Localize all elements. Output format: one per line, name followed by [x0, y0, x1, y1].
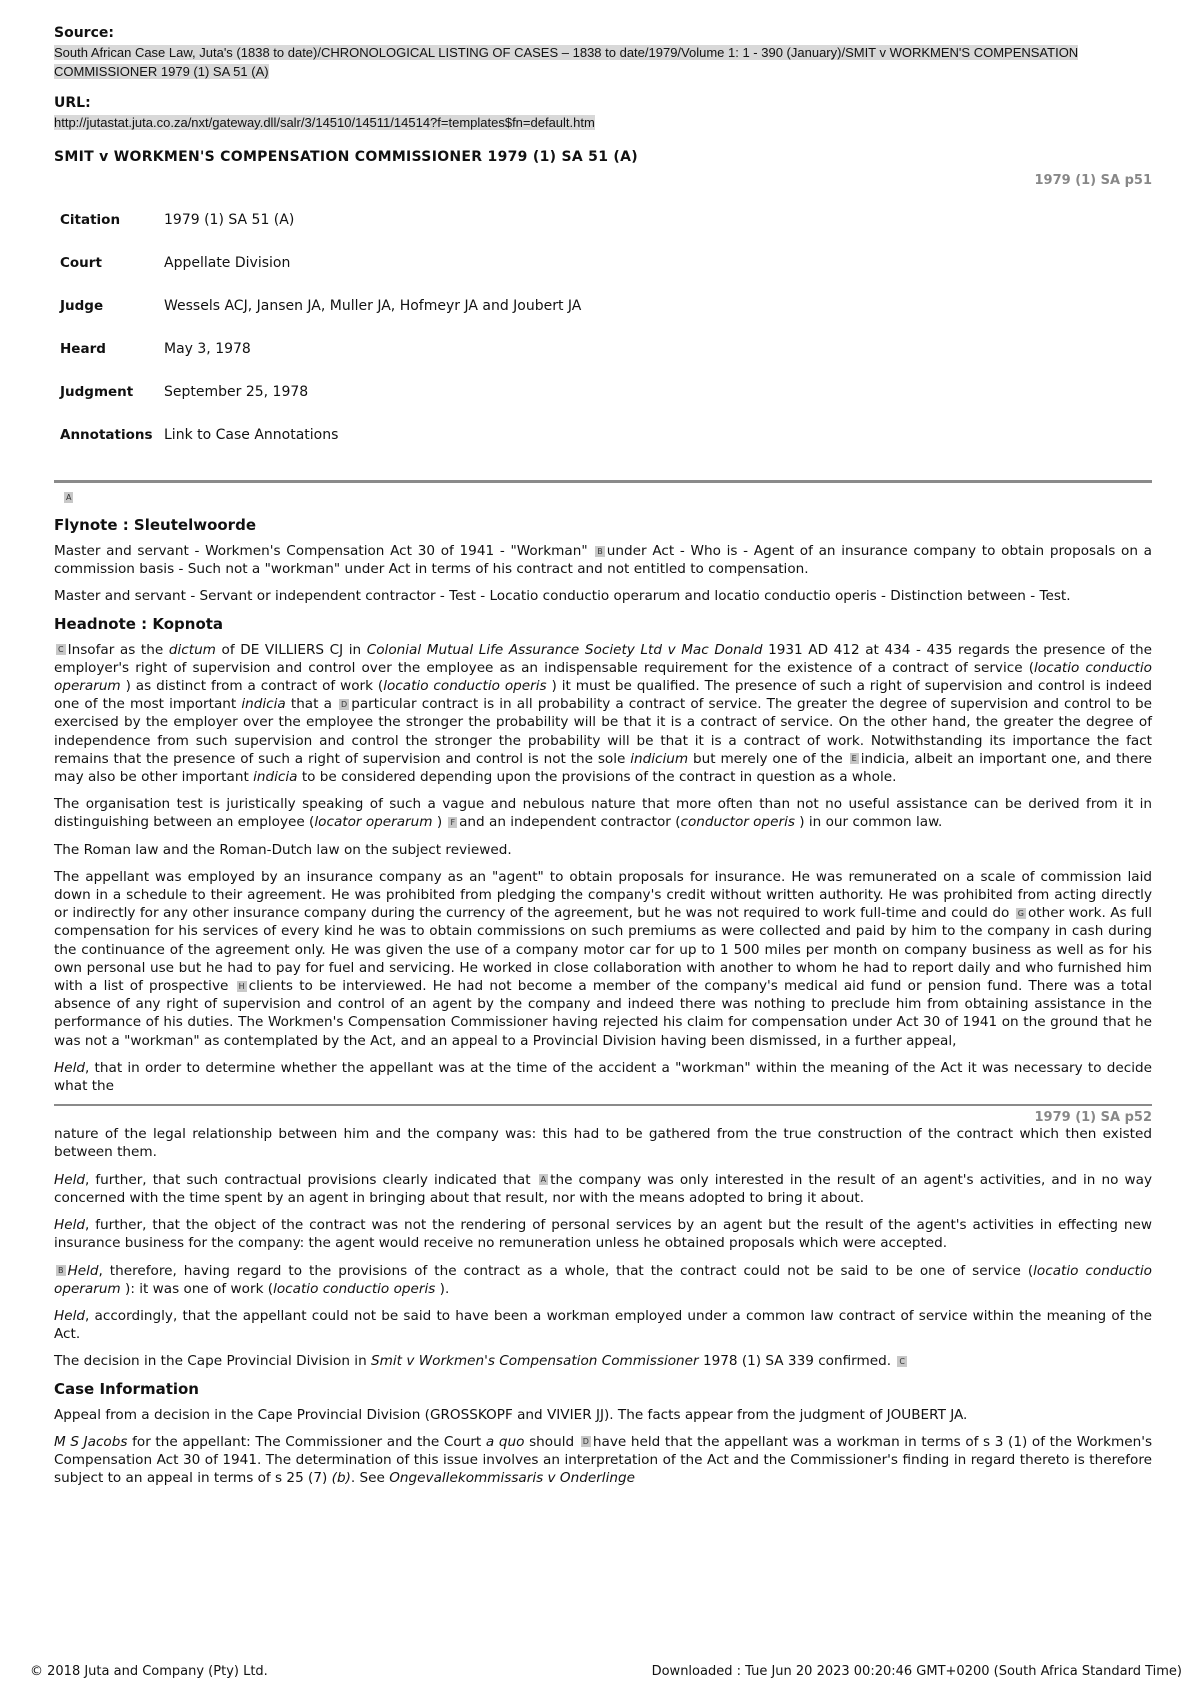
text: other work. As full compensation for his services of every kind he was to obtain commissions on such premiums as were collected and paid by him to the company in cash during the continuance of the agreement only. He was given the use of a company motor car for up to 1 500 miles per month on company business as well as for his own personal use but he had to pay for fuel and servicing. He worked in close collaboration with another to whom he had to report daily and who furnished him with a list of prospective [54, 905, 1152, 995]
margin-marker-h: H [238, 981, 245, 991]
text: a quo [485, 1433, 525, 1450]
text: have held that the appellant was a workman in terms of s 3 (1) of the Workmen's Compensation Act 30 of 1941. The determination of this issue involves an interpretation of the Act and the Commissioner's finding in regard thereto is therefore subject to an appeal in terms of s 25 (7) [54, 1433, 1153, 1487]
text: , further, that the object of the contract was not the rendering of personal services by an agent but the result of the agent's activities in effecting new insurance business for the company: the agent would receive no remuneration unless he obtained proposals which were accepted. [54, 1217, 1152, 1252]
citation-label: Citation [60, 212, 121, 228]
margin-marker-e: E [851, 754, 857, 764]
margin-marker-g: G [1017, 908, 1024, 918]
judge-value: Wessels ACJ, Jansen JA, Muller JA, Hofmeyr JA and Joubert JA [164, 298, 582, 314]
case-information-heading: Case Information [54, 1379, 199, 1398]
copyright-footer: © 2018 Juta and Company (Pty) Ltd. [30, 1664, 268, 1679]
judgment-value: September 25, 1978 [164, 384, 309, 400]
margin-marker-c: C [58, 645, 64, 655]
text: The decision in the Cape Provincial Division in [54, 1353, 367, 1370]
text: indicia [241, 696, 286, 713]
text: locator operarum [314, 814, 433, 831]
text: to be considered depending upon the provisions of the contract in question as a whole. [301, 769, 897, 786]
text: ). [439, 1280, 450, 1297]
court-label: Court [60, 255, 102, 271]
text: Insofar as the [67, 641, 164, 658]
text: locatio conductio operis [383, 678, 547, 695]
flynote-heading: Flynote : Sleutelwoorde [54, 516, 256, 534]
judge-label: Judge [60, 298, 104, 314]
headnote-paragraph: nature of the legal relationship between him and the company was: this had to be gathered from the true construction of the contract which then existed between them. [54, 1126, 1152, 1161]
text: 1931 AD 412 at 434 - 435 regards the presence of the employer's right of supervision and control over the employee as an indispensable requirement for the existence of a contract of service ( [54, 641, 1153, 676]
case-title: SMIT v WORKMEN'S COMPENSATION COMMISSIONER 1979 (1) SA 51 (A) [54, 149, 638, 165]
text: Colonial Mutual Life Assurance Society Ltd v Mac Donald [366, 641, 763, 658]
meta-row-heard [60, 341, 581, 384]
headnote-paragraph [54, 1262, 1152, 1298]
text: ): it was one of work ( [125, 1280, 274, 1297]
meta-row-annotations [60, 427, 581, 470]
text: Held [67, 1262, 99, 1279]
margin-marker-f: F [450, 817, 456, 827]
text: locatio conductio operarum [54, 1262, 1152, 1297]
text: clients to be interviewed. He had not become a member of the company's medical aid fund or pension fund. There was a total absence of any right of supervision and control of an agent by the company and indeed there was nothing to preclude him from obtaining assistance in the performance of his duties. The Workmen's Compensation Commissioner having rejected his claim for compensation under Act 30 of 1941 on the ground that he was not a "workman" as contemplated by the Act, and an appeal to a Provincial Division having been dismissed, in a further appeal, [54, 978, 1152, 1049]
page-reference: 1979 (1) SA p51 [1034, 173, 1152, 188]
text: Held [54, 1307, 85, 1324]
document-page [54, 24, 1152, 1496]
margin-marker-b: B [597, 546, 603, 556]
text: , accordingly, that the appellant could not be said to have been a workman employed under a common law contract of service within the meaning of the Act. [54, 1307, 1152, 1343]
headnote-paragraph [54, 868, 1152, 1050]
headnote-heading: Headnote : Kopnota [54, 614, 224, 633]
text: . See [350, 1470, 385, 1487]
citation-value: 1979 (1) SA 51 (A) [164, 212, 295, 228]
section-divider [54, 480, 1152, 483]
text: indicium [630, 750, 689, 767]
meta-row-court [60, 255, 581, 298]
court-value: Appellate Division [164, 255, 291, 271]
text: of DE VILLIERS CJ in [221, 641, 362, 658]
text: 1978 (1) SA 339 confirmed. [702, 1353, 892, 1370]
headnote-paragraph [54, 1307, 1152, 1343]
annotations-label: Annotations [60, 427, 153, 443]
meta-row-judgment [60, 384, 581, 427]
source-text[interactable]: South African Case Law, Juta's (1838 to date)/CHRONOLOGICAL LISTING OF CASES – 1838 to date/1979/Volume 1: 1 - 390 (January)/SMIT v WORKMEN'S COMPENSATION COMMISSIONER 1979 (1) SA 51 (A) [54, 45, 1079, 79]
text: the company was only interested in the result of an agent's activities, and in no way concerned with the time spent by an agent in bringing about that result, nor with the means adopted to bring it about. [54, 1171, 1153, 1206]
text: ) [436, 814, 443, 831]
margin-marker-a: A [66, 493, 72, 502]
headnote-paragraph [54, 795, 1152, 831]
page-break-divider [54, 1104, 1152, 1106]
judgment-label: Judgment [60, 384, 134, 400]
headnote-paragraph [54, 641, 1152, 787]
meta-row-citation [60, 212, 581, 255]
heard-value: May 3, 1978 [164, 341, 251, 357]
headnote-paragraph: The Roman law and the Roman-Dutch law on the subject reviewed. [54, 841, 512, 858]
text: Held [54, 1217, 85, 1234]
margin-marker-a: A [540, 1175, 547, 1185]
text: conductor operis [680, 814, 795, 831]
text: for the appellant: The Commissioner and the Court [132, 1433, 482, 1450]
meta-row-judge [60, 298, 581, 341]
text: indicia, albeit an important one, and there may also be other important [54, 750, 1152, 786]
text: particular contract is in all probability a contract of service. The greater the degree of supervision and control to be exercised by the employer over the employee the stronger the probability will be that it is a contract of service. On the other hand, the greater the degree of independence from such supervision and control the stronger the probability will be that it is a contract of work. Notwithstanding its importance the fact remains that the presence of such a right of supervision and control is not the sole [54, 696, 1153, 767]
url-label: URL: [54, 95, 91, 111]
text: Ongevallekommissaris v Onderlinge [389, 1470, 635, 1487]
text: Held [54, 1059, 85, 1076]
text: Held [54, 1171, 85, 1188]
text: ) as distinct from a contract of work ( [125, 678, 384, 695]
headnote-paragraph [54, 1216, 1152, 1252]
text: Smit v Workmen's Compensation Commissioner [371, 1353, 699, 1370]
source-label: Source: [54, 25, 114, 41]
flynote-paragraph [54, 542, 1152, 578]
margin-marker-b: B [58, 1266, 64, 1275]
text: but merely one of the [693, 750, 843, 767]
text: locatio conductio operis [273, 1280, 436, 1297]
case-metadata-table [60, 212, 581, 470]
text: under Act - Who is - Agent of an insurance company to obtain proposals on a commission basis - Such not a "workman" under Act in terms of his contract and not entitled to compensation. [54, 543, 1152, 578]
text: that a [290, 696, 332, 713]
text: , therefore, having regard to the provisions of the contract as a whole, that the contract could not be said to be one of service ( [98, 1262, 1034, 1279]
flynote-paragraph: Master and servant - Servant or independent contractor - Test - Locatio conductio operarum and locatio conductio operis - Distinction between - Test. [54, 588, 1071, 605]
text: (b) [331, 1470, 351, 1487]
margin-marker-d: D [341, 699, 348, 709]
annotations-link[interactable]: Link to Case Annotations [164, 427, 339, 443]
text: ) it must be qualified. The presence of such a right of supervision and control is indeed one of the most important [54, 678, 1153, 713]
text: dictum [168, 641, 216, 658]
text: should [529, 1433, 575, 1450]
case-info-paragraph: Appeal from a decision in the Cape Provincial Division (GROSSKOPF and VIVIER JJ). The facts appear from the judgment of JOUBERT JA. [54, 1406, 968, 1423]
headnote-paragraph [54, 1171, 1152, 1207]
page-reference: 1979 (1) SA p52 [1034, 1110, 1152, 1126]
text: locatio conductio operarum [54, 659, 1152, 695]
download-timestamp-footer: Downloaded : Tue Jun 20 2023 00:20:46 GMT+0200 (South Africa Standard Time) [651, 1664, 1182, 1679]
text: The appellant was employed by an insurance company as an "agent" to obtain proposals for insurance. He was remunerated on a scale of commission laid down in a schedule to their agreement. He was prohibited from pledging the company's credit without written authority. He was prohibited from acting directly or indirectly for any other insurance company during the currency of the agreement, but he was not required to work full-time and could do [54, 868, 1152, 922]
text: indicia [253, 769, 298, 786]
url-link[interactable]: http://jutastat.juta.co.za/nxt/gateway.dll/salr/3/14510/14511/14514?f=templates$fn=default.htm [54, 115, 595, 130]
headnote-paragraph [54, 1352, 1152, 1370]
text: and an independent contractor ( [459, 814, 681, 831]
heard-label: Heard [60, 341, 106, 357]
text: , that in order to determine whether the appellant was at the time of the accident a "workman" within the meaning of the Act it was necessary to decide what the [54, 1059, 1152, 1095]
text: M S Jacobs [54, 1433, 128, 1450]
margin-marker-d: D [582, 1437, 589, 1447]
margin-marker-c: C [899, 1356, 905, 1366]
text: The organisation test is juristically speaking of such a vague and nebulous nature that more often than not no useful assistance can be derived from it in distinguishing between an employee ( [54, 796, 1152, 831]
case-info-paragraph [54, 1433, 1152, 1488]
text: Master and servant - Workmen's Compensation Act 30 of 1941 - "Workman" [54, 543, 588, 559]
text: ) in our common law. [799, 814, 943, 831]
headnote-paragraph [54, 1059, 1152, 1095]
text: , further, that such contractual provisions clearly indicated that [85, 1171, 531, 1188]
